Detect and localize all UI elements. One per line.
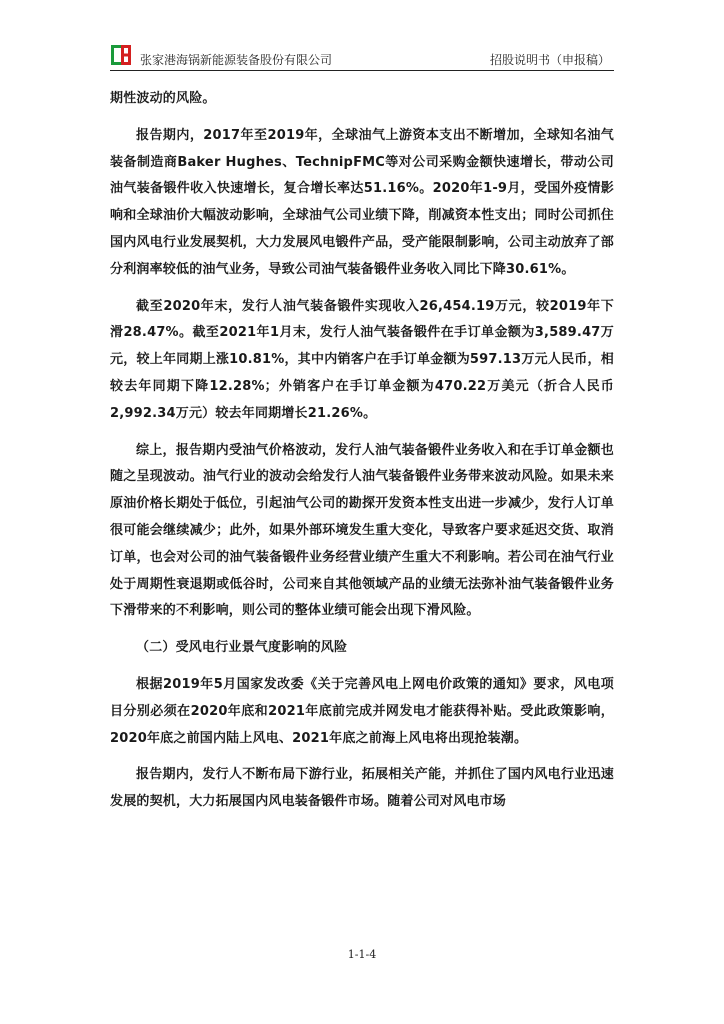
- page-number: 1-1-4: [347, 948, 377, 961]
- paragraph-summary: 综上，报告期内受油气价格波动，发行人油气装备锻件业务收入和在手订单金额也随之呈现波动。油气行业的波动会给发行人油气装备锻件业务带来波动风险。如果未来原油价格长期处于低位，引起油气公司的勘探开发资本性支出进一步减少，发行人订单很可能会继续减少；此外，如果外部环境发生重大变化，导致客户要求延迟交货、取消订单，也会对公司的油气装备锻件业务经营业绩产生重大不利影响。若公司在油气行业处于周期性衰退期或低谷时，公司来自其他领域产品的业绩无法弥补油气装备锻件业务下滑带来的不利影响，则公司的整体业绩可能会出现下滑风险。: [110, 442, 614, 619]
- paragraph-continuation: 期性波动的风险。: [110, 91, 216, 106]
- company-name: 张家港海锅新能源装备股份有限公司: [140, 53, 333, 67]
- paragraph-oil-gas-revenue: 报告期内，2017年至2019年，全球油气上游资本支出不断增加，全球知名油气装备制造商Baker Hughes、TechnipFMC等对公司采购金额快速增长，带动公司油气装备锻件收入快速增长，复合增长率达51.16%。2020年1-9月，受国外疫情影响和全球油价大幅波动影响，全球油气公司业绩下降，削减资本性支出；同时公司抓住国内风电行业发展契机，大力发展风电锻件产品，受产能限制影响，公司主动放弃了部分利润率较低的油气业务，导致公司油气装备锻件业务收入同比下降30.61%。: [110, 127, 614, 277]
- company-logo-icon: [110, 44, 132, 66]
- document-type: 招股说明书（申报稿）: [489, 53, 610, 67]
- paragraph-wind-market: 报告期内，发行人不断布局下游行业，拓展相关产能，并抓住了国内风电行业迅速发展的契机，大力拓展国内风电装备锻件市场。随着公司对风电市场: [110, 767, 614, 810]
- main-content: [110, 86, 614, 826]
- paragraph-wind-policy: 根据2019年5月国家发改委《关于完善风电上网电价政策的通知》要求，风电项目分别必须在2020年底和2021年底前完成并网发电才能获得补贴。受此政策影响，2020年底之前国内陆上风电、2021年底之前海上风电将出现抢装潮。: [110, 676, 614, 746]
- paragraph-order-backlog: 截至2020年末，发行人油气装备锻件实现收入26,454.19万元，较2019年下滑28.47%。截至2021年1月末，发行人油气装备锻件在手订单金额为3,589.47万元，较上年同期上涨10.81%，其中内销客户在手订单金额为597.13万元人民币，相较去年同期下降12.28%；外销客户在手订单金额为470.22万美元（折合人民币2,992.34万元）较去年同期增长21.26%。: [110, 298, 614, 421]
- section-heading-wind-power-risk: （二）受风电行业景气度影响的风险: [136, 640, 348, 656]
- page-header: [110, 42, 614, 71]
